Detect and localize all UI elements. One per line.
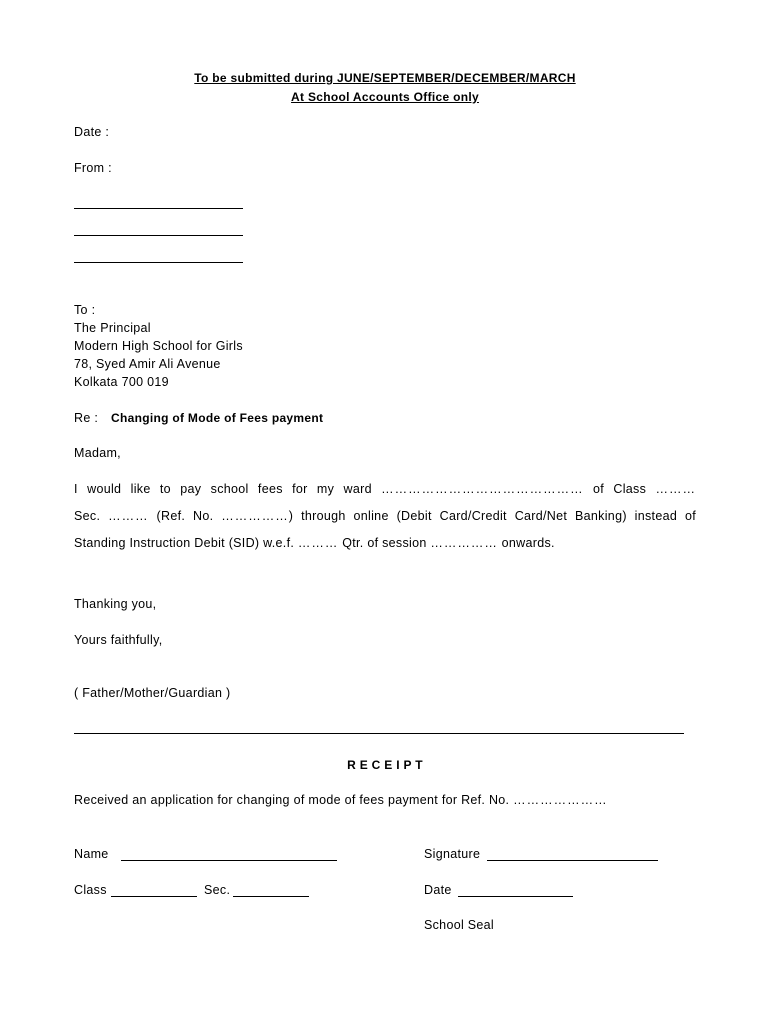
header-line-1: To be submitted during JUNE/SEPTEMBER/DECEMBER/MARCH: [194, 71, 576, 85]
body-text: I would like to pay school fees for my ward: [74, 482, 372, 496]
header-line-2: At School Accounts Office only: [291, 90, 479, 104]
re-label: Re :: [74, 411, 99, 425]
from-address-line-1[interactable]: [74, 208, 243, 209]
to-line-2: Modern High School for Girls: [74, 339, 243, 353]
ward-name-blank[interactable]: ………………………………………: [381, 482, 584, 496]
receipt-text: [74, 793, 608, 807]
class-blank[interactable]: ………: [655, 482, 696, 496]
yours-faithfully-text: Yours faithfully,: [74, 633, 163, 647]
receipt-name-label: Name: [74, 847, 109, 861]
receipt-class-field[interactable]: [111, 896, 197, 897]
body-text: of Class: [593, 482, 647, 496]
receipt-sec-label: Sec.: [204, 883, 231, 897]
signer-label: ( Father/Mother/Guardian ): [74, 686, 231, 700]
from-address-line-3[interactable]: [74, 262, 243, 263]
receipt-sentence: Received an application for changing of mode of fees payment for Ref. No.: [74, 793, 510, 807]
date-label: Date :: [74, 125, 110, 139]
cut-divider: [74, 733, 684, 734]
receipt-ref-blank[interactable]: …………………: [513, 793, 608, 807]
ref-no-blank[interactable]: ……………: [221, 509, 289, 523]
quarter-blank[interactable]: ………: [297, 536, 339, 550]
salutation: Madam,: [74, 446, 121, 460]
body-text: (Ref. No.: [156, 509, 214, 523]
receipt-date-field[interactable]: [458, 896, 573, 897]
section-blank[interactable]: ………: [108, 509, 149, 523]
receipt-class-label: Class: [74, 883, 107, 897]
body-line-1: [74, 482, 696, 496]
body-text: ) through online (Debit Card/Credit Card/Net Banking) instead of: [288, 509, 697, 523]
receipt-signature-field[interactable]: [487, 860, 658, 861]
body-text: Standing Instruction Debit (SID) w.e.f.: [74, 536, 295, 550]
receipt-name-field[interactable]: [121, 860, 337, 861]
body-line-3: [74, 536, 555, 550]
thanking-text: Thanking you,: [74, 597, 157, 611]
to-label: To :: [74, 303, 96, 317]
re-subject: Changing of Mode of Fees payment: [111, 411, 324, 425]
to-line-3: 78, Syed Amir Ali Avenue: [74, 357, 221, 371]
body-text: Sec.: [74, 509, 101, 523]
body-text: Qtr. of session: [342, 536, 427, 550]
body-line-2: [74, 509, 696, 523]
from-label: From :: [74, 161, 112, 175]
receipt-sec-field[interactable]: [233, 896, 309, 897]
school-seal-label: School Seal: [424, 918, 495, 932]
receipt-date-label: Date: [424, 883, 452, 897]
receipt-title: R E C E I P T: [347, 758, 423, 772]
receipt-signature-label: Signature: [424, 847, 481, 861]
to-line-1: The Principal: [74, 321, 151, 335]
session-blank[interactable]: ……………: [430, 536, 498, 550]
to-line-4: Kolkata 700 019: [74, 375, 169, 389]
body-text: onwards.: [501, 536, 555, 550]
from-address-line-2[interactable]: [74, 235, 243, 236]
